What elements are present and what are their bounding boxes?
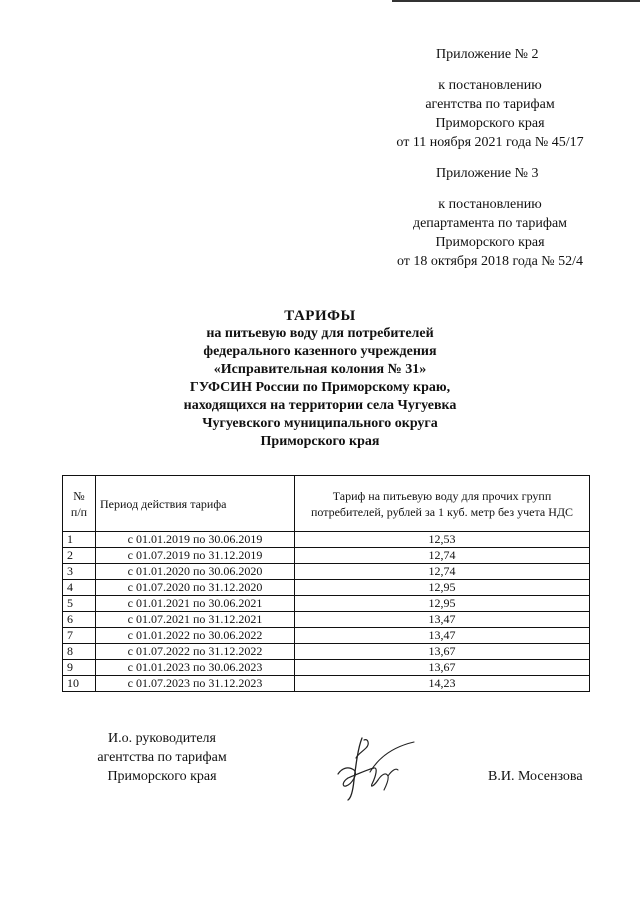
signatory-position-line: Приморского края xyxy=(107,769,217,784)
row-num: 6 xyxy=(63,612,96,628)
signatory-position-line: агентства по тарифам xyxy=(97,750,227,765)
row-num: 10 xyxy=(63,676,96,692)
appendix-3-line: от 18 октября 2018 года № 52/4 xyxy=(396,254,584,269)
table-row xyxy=(63,548,590,564)
signatory-name: В.И. Мосензова xyxy=(488,769,583,784)
signatory-position xyxy=(62,729,262,786)
appendix-3-line: Приморского края xyxy=(435,235,545,250)
row-tariff: 14,23 xyxy=(295,676,590,692)
header-period: Период действия тарифа xyxy=(96,476,295,532)
row-period: с 01.07.2020 по 31.12.2020 xyxy=(96,580,295,596)
row-period: с 01.01.2020 по 30.06.2020 xyxy=(96,564,295,580)
table-row xyxy=(63,532,590,548)
row-period: с 01.07.2019 по 31.12.2019 xyxy=(96,548,295,564)
row-period: с 01.01.2023 по 30.06.2023 xyxy=(96,660,295,676)
document-heading xyxy=(0,307,640,451)
document-title: ТАРИФЫ xyxy=(284,308,356,324)
appendix-3-line: департамента по тарифам xyxy=(412,216,568,231)
row-num: 4 xyxy=(63,580,96,596)
heading-line: Приморского края xyxy=(260,434,380,449)
table-row xyxy=(63,628,590,644)
header-num: № п/п xyxy=(63,476,96,532)
table-row xyxy=(63,676,590,692)
row-num: 3 xyxy=(63,564,96,580)
row-tariff: 12,74 xyxy=(295,548,590,564)
appendix-2-line: к постановлению xyxy=(438,78,542,93)
table-row xyxy=(63,596,590,612)
appendix-2-line: Приморского края xyxy=(435,116,545,131)
table-row xyxy=(63,660,590,676)
appendix-2-title: Приложение № 2 xyxy=(436,47,539,62)
row-period: с 01.07.2022 по 31.12.2022 xyxy=(96,644,295,660)
row-period: с 01.01.2022 по 30.06.2022 xyxy=(96,628,295,644)
row-tariff: 13,47 xyxy=(295,612,590,628)
row-num: 8 xyxy=(63,644,96,660)
row-tariff: 13,67 xyxy=(295,660,590,676)
row-tariff: 12,53 xyxy=(295,532,590,548)
appendix-3-block xyxy=(380,164,600,271)
row-num: 2 xyxy=(63,548,96,564)
appendix-2-line: агентства по тарифам xyxy=(425,97,555,112)
row-num: 1 xyxy=(63,532,96,548)
row-num: 5 xyxy=(63,596,96,612)
table-row xyxy=(63,564,590,580)
heading-line: «Исправительная колония № 31» xyxy=(213,362,427,377)
heading-line: на питьевую воду для потребителей xyxy=(206,326,434,341)
table-row xyxy=(63,580,590,596)
signatory-position-line: И.о. руководителя xyxy=(107,731,216,746)
heading-line: Чугуевского муниципального округа xyxy=(202,416,438,431)
row-tariff: 13,47 xyxy=(295,628,590,644)
row-tariff: 13,67 xyxy=(295,644,590,660)
table-row xyxy=(63,612,590,628)
heading-line: ГУФСИН России по Приморскому краю, xyxy=(189,380,451,395)
appendix-2-line: от 11 ноября 2021 года № 45/17 xyxy=(396,135,584,150)
row-tariff: 12,95 xyxy=(295,580,590,596)
row-period: с 01.01.2021 по 30.06.2021 xyxy=(96,596,295,612)
row-tariff: 12,95 xyxy=(295,596,590,612)
row-num: 9 xyxy=(63,660,96,676)
heading-line: находящихся на территории села Чугуевка xyxy=(183,398,457,413)
row-period: с 01.07.2021 по 31.12.2021 xyxy=(96,612,295,628)
row-num: 7 xyxy=(63,628,96,644)
header-tariff: Тариф на питьевую воду для прочих групп потребителей, рублей за 1 куб. метр без учета НДС xyxy=(295,476,590,532)
table-row xyxy=(63,644,590,660)
appendix-2-block xyxy=(380,45,600,152)
row-period: с 01.07.2023 по 31.12.2023 xyxy=(96,676,295,692)
heading-line: федерального казенного учреждения xyxy=(203,344,437,359)
tariff-table xyxy=(62,475,590,692)
row-period: с 01.01.2019 по 30.06.2019 xyxy=(96,532,295,548)
handwritten-signature xyxy=(318,734,428,804)
appendix-3-title: Приложение № 3 xyxy=(436,166,539,181)
table-header-row xyxy=(63,476,590,532)
top-rule xyxy=(392,0,640,2)
appendix-3-line: к постановлению xyxy=(438,197,542,212)
row-tariff: 12,74 xyxy=(295,564,590,580)
